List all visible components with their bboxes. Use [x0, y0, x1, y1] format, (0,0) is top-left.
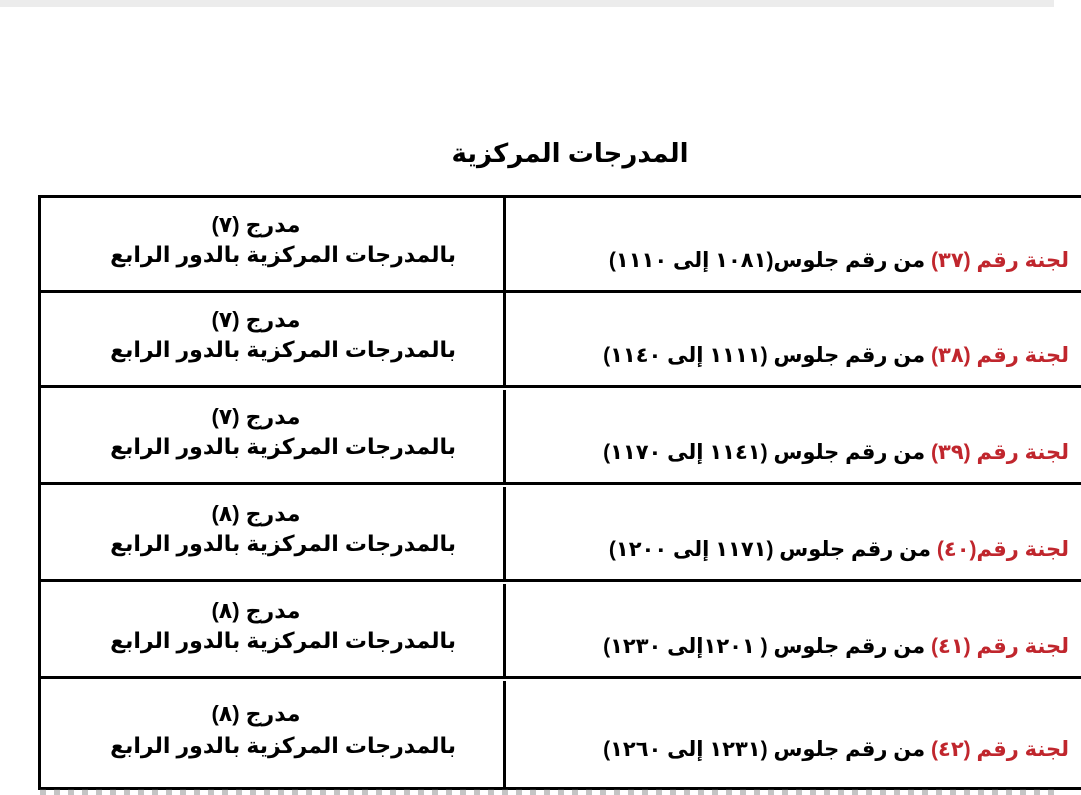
hall-name: مدرج (٨)	[211, 501, 301, 526]
seat-range: من رقم جلوس (١١١١ إلى ١١٤٠)	[603, 344, 926, 367]
table-row	[41, 198, 1081, 293]
seat-range: من رقم جلوس (١٢٣١ إلى ١٢٦٠)	[603, 738, 926, 761]
hall-location: بالمدرجات المركزية بالدور الرابع	[110, 337, 456, 362]
committee-text	[603, 737, 1069, 763]
hall-location: بالمدرجات المركزية بالدور الرابع	[110, 531, 456, 556]
seat-range: من رقم جلوس ( ١٢٠١إلى ١٢٣٠)	[603, 635, 926, 658]
seat-range: من رقم جلوس(١٠٨١ إلى ١١١٠)	[608, 249, 926, 272]
seat-range: من رقم جلوس (١١٧١ إلى ١٢٠٠)	[608, 538, 932, 561]
hall-name: مدرج (٧)	[211, 212, 301, 237]
hall-cell	[41, 681, 506, 787]
halls-table	[38, 195, 1081, 790]
cut-off-text-fragment	[40, 789, 1054, 795]
hall-cell	[41, 390, 506, 482]
hall-cell	[41, 198, 506, 290]
committee-text	[603, 343, 1069, 369]
committee-number: (٤٢)	[931, 738, 971, 761]
committee-cell	[506, 681, 1081, 787]
top-bar	[0, 0, 1054, 7]
committee-number: (٤٠)	[936, 538, 977, 561]
hall-location: بالمدرجات المركزية بالدور الرابع	[110, 434, 456, 459]
table-row	[41, 487, 1081, 582]
committee-label: لجنة رقم	[976, 538, 1069, 561]
hall-cell	[41, 293, 506, 385]
committee-cell	[506, 584, 1081, 676]
committee-text	[603, 634, 1069, 660]
committee-number: (٤١)	[931, 635, 971, 658]
committee-number: (٣٨)	[931, 344, 971, 367]
committee-text	[609, 248, 1069, 274]
hall-location: بالمدرجات المركزية بالدور الرابع	[110, 242, 456, 267]
committee-cell	[506, 198, 1081, 290]
hall-location: بالمدرجات المركزية بالدور الرابع	[110, 733, 456, 758]
page-title: المدرجات المركزية	[451, 138, 689, 168]
table-row	[41, 293, 1081, 388]
committee-label: لجنة رقم	[976, 249, 1069, 272]
hall-cell	[41, 487, 506, 579]
committee-text	[603, 440, 1069, 466]
hall-name: مدرج (٨)	[211, 701, 301, 726]
committee-label: لجنة رقم	[976, 441, 1069, 464]
committee-label: لجنة رقم	[976, 344, 1069, 367]
committee-label: لجنة رقم	[976, 635, 1069, 658]
table-row	[41, 584, 1081, 679]
table-row	[41, 681, 1081, 790]
hall-cell	[41, 584, 506, 676]
table-row	[41, 390, 1081, 485]
hall-name: مدرج (٧)	[211, 404, 301, 429]
committee-text	[609, 537, 1069, 563]
committee-cell	[506, 390, 1081, 482]
committee-number: (٣٧)	[931, 249, 971, 272]
hall-name: مدرج (٨)	[211, 598, 301, 623]
committee-cell	[506, 293, 1081, 385]
hall-name: مدرج (٧)	[211, 307, 301, 332]
hall-location: بالمدرجات المركزية بالدور الرابع	[110, 628, 456, 653]
seat-range: من رقم جلوس (١١٤١ إلى ١١٧٠)	[603, 441, 926, 464]
committee-label: لجنة رقم	[976, 738, 1069, 761]
committee-cell	[506, 487, 1081, 579]
committee-number: (٣٩)	[931, 441, 971, 464]
